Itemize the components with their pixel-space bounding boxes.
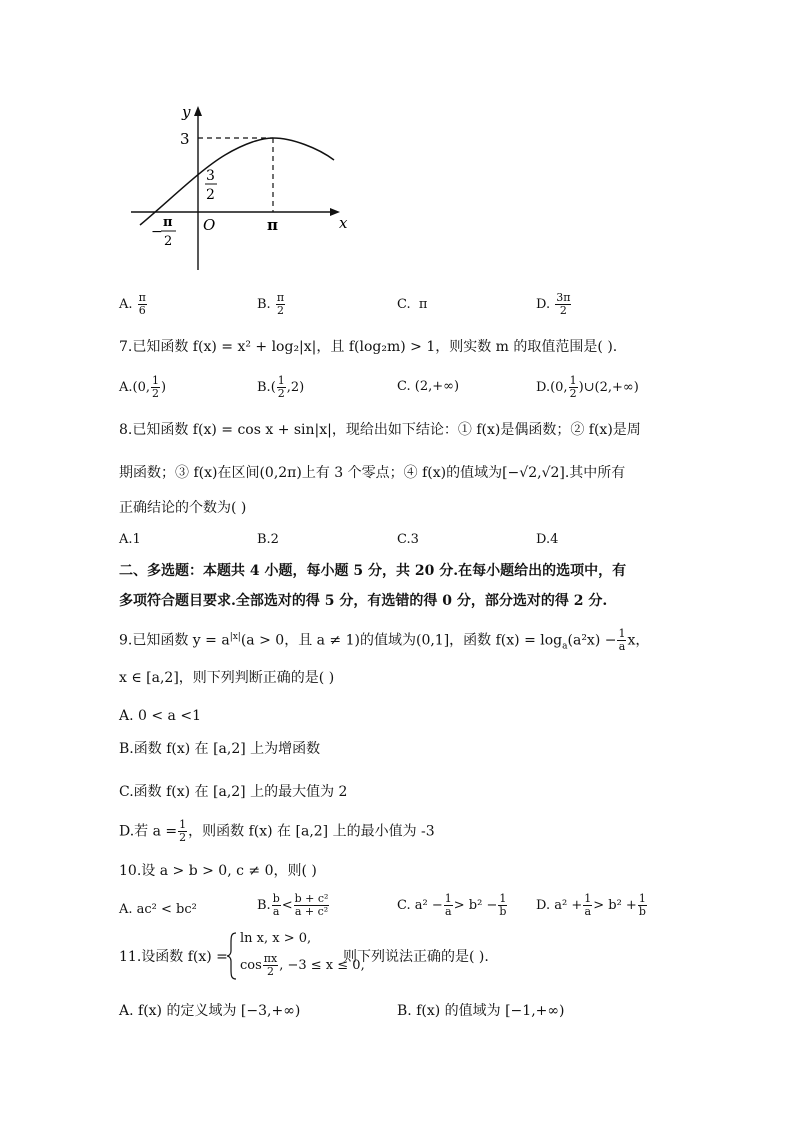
q10-stem: 10.设 a > b > 0, c ≠ 0，则( )	[119, 863, 317, 879]
q8-line-3: 正确结论的个数为( )	[119, 500, 247, 516]
q8-option-b: B.2	[257, 532, 279, 547]
y-tick-half-num: 3	[206, 168, 215, 184]
x-tick-neg-den: 2	[164, 234, 173, 249]
q6-option-d: D. $\frac{3\pi}{2}$	[536, 291, 571, 317]
q6-option-c: C. π	[397, 297, 428, 312]
q10-option-a: A. ac² < bc²	[119, 902, 197, 917]
q7-option-b: B.( $\frac{1}{2}$ ,2)	[257, 374, 305, 400]
q11-option-b: B. f(x) 的值域为 [−1,+∞)	[397, 1003, 565, 1019]
y-axis-label: y	[182, 103, 191, 121]
q6-option-b: B. $\frac{\pi}{2}$	[257, 291, 285, 317]
q9-line-2: x ∈ [a,2]，则下列判断正确的是( )	[119, 670, 335, 686]
q7-option-a: A.(0, $\frac{1}{2}$ )	[119, 374, 167, 400]
q8-option-c: C.3	[397, 532, 419, 547]
q9-option-c: C.函数 f(x) 在 [a,2] 上的最大值为 2	[119, 784, 348, 800]
q10-option-c: C. a² − $\frac{1}{a}$ > b² − $\frac{1}{b}$	[397, 892, 507, 918]
q7-stem: 7.已知函数 f(x) = x² + log₂|x|，且 f(log₂m) > 1，则实数 m 的取值范围是( ).	[119, 339, 618, 355]
q11-option-a: A. f(x) 的定义域为 [−3,+∞)	[119, 1003, 301, 1019]
x-tick-pi: π	[267, 216, 278, 234]
q11-case-1: ln x, x > 0,	[240, 931, 312, 946]
q8-line-1: 8.已知函数 f(x) = cos x + sin|x|，现给出如下结论：① f(x)是偶函数；② f(x)是周	[119, 422, 641, 438]
q8-option-a: A.1	[119, 532, 141, 547]
q9-option-b: B.函数 f(x) 在 [a,2] 上为增函数	[119, 741, 321, 757]
function-graph	[0, 0, 794, 290]
q7-option-d: D.(0, $\frac{1}{2}$ )∪(2,+∞)	[536, 374, 639, 400]
q11-suffix: 则下列说法正确的是( ).	[343, 949, 489, 965]
y-tick-half-den: 2	[206, 187, 215, 203]
q11-prefix: 11.设函数 f(x) =	[119, 949, 228, 965]
q8-option-d: D.4	[536, 532, 559, 547]
x-axis-label: x	[339, 214, 348, 232]
q9-option-d: D.若 a = $\frac{1}{2}$ ，则函数 f(x) 在 [a,2] 上的最小值为 -3	[119, 818, 435, 844]
x-tick-neg-num: π	[163, 215, 173, 230]
origin-label: O	[203, 216, 216, 234]
q11-case-2: cos $\frac{\pi x}{2}$ , −3 ≤ x ≤ 0,	[240, 952, 365, 978]
q9-line-1: 9.已知函数 $y = a^{|x|}(a > 0$，且 a ≠ 1)的值域为(0,1]，函数 $f(x) = \log_a(a^2x)$ − $\frac{1}{a}$ x，	[119, 627, 650, 654]
q10-option-d: D. a² + $\frac{1}{a}$ > b² + $\frac{1}{b}$	[536, 892, 646, 918]
y-axis	[194, 106, 202, 270]
q11-brace	[226, 931, 238, 981]
q8-line-2: 期函数；③ f(x)在区间(0,2π)上有 3 个零点；④ f(x)的值域为[−√2,√2].其中所有	[119, 465, 626, 481]
q9-option-a: A. 0 < a <1	[119, 708, 201, 724]
section-2-heading-line-1: 二、多选题：本题共 4 小题，每小题 5 分，共 20 分.在每小题给出的选项中，有	[119, 563, 627, 579]
y-tick-3: 3	[180, 130, 190, 148]
q6-option-a: A. $\frac{\pi}{6}$	[119, 291, 146, 317]
x-tick-neg-sign: −	[151, 224, 163, 240]
q10-option-b: B. $\frac{b}{a}$ < $\frac{\text{b + c²}}{\text{a + c²}}$	[257, 892, 329, 918]
section-2-heading-line-2: 多项符合题目要求.全部选对的得 5 分，有选错的得 0 分，部分选对的得 2 分.	[119, 593, 608, 609]
q7-option-c: C. (2,+∞)	[397, 379, 460, 394]
